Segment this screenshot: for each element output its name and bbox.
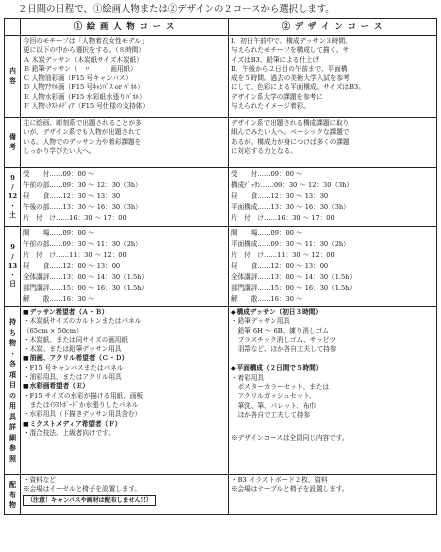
text-line: 9 <box>10 243 15 252</box>
text-line: 片 付 け……11：30 ～ 12：00 <box>23 251 127 259</box>
section-2-heading: ◆ 平面構成（２日間で５時間） <box>231 364 434 373</box>
text-line: あるが、構成力が身につけば多くの課題 <box>231 137 350 146</box>
items-course2 <box>229 307 437 475</box>
text-line: Ｄ 人物ｱｸﾘﾙ画（F15 号ｷｬﾝﾊﾞｽ or ﾊﾟﾈﾙ） <box>23 83 144 92</box>
text-line: 鉛筆 6H ～ 6B、練り消しゴム <box>231 326 329 335</box>
text-line: 照 <box>9 453 16 463</box>
text-line: デザイン系で出題される構成課題に取り <box>231 119 350 127</box>
text-line: 今回のモチーフは「人物着衣女性モデル」 <box>23 37 148 45</box>
section-e-list <box>23 392 226 420</box>
text-line: 解 散……16：30 ～ <box>231 295 303 303</box>
text-line: ・木炭紙サイズのカルトンまたはパネル <box>23 317 142 326</box>
text-line: 備 <box>9 133 16 142</box>
text-line: 開 場……09：00 ～ <box>23 229 95 237</box>
text-line: Ⅱ．午後から２日目の午前まで、平面構 <box>231 64 348 73</box>
text-line: 平面構成……13：30 ～ 16：30（3h） <box>231 203 350 211</box>
text-line: （65cm × 50cm） <box>23 326 83 335</box>
text-line: 項 <box>9 369 16 379</box>
text-line: Ｆ 人物ﾐｸｽﾄﾒﾃﾞｨｱ（F15 号仕様の支持体） <box>23 102 149 111</box>
text-line: 詳 <box>9 422 16 431</box>
text-line: 12 <box>7 192 18 201</box>
text-line: 受 付……09：00 ～ <box>231 170 303 178</box>
text-line: 成を５時間。過去の美術大学入試を参考 <box>231 74 350 83</box>
text-line: 目 <box>9 380 16 389</box>
label-items <box>5 307 21 475</box>
text-line: ※会場はテーブルと椅子を設置します。 <box>231 485 349 494</box>
text-line: にして、色彩による平面構成。サイズはB3。 <box>231 83 365 92</box>
text-line: ・ <box>9 271 16 280</box>
text-line: 全体講評……13：00 ～ 14：30（1.5h） <box>23 273 149 281</box>
text-line: いが、デザイン系でも人物が出題されて <box>23 128 142 137</box>
schedule-table <box>4 18 437 515</box>
label-day1 <box>5 168 21 227</box>
text-line: Ｃ 人物油彩画（F15 号キャンバス） <box>23 74 133 83</box>
text-line: 主に絵画、彫刻系で出題されることが多 <box>23 119 142 127</box>
text-line: 組んでみたい人へ。ベーシックな課題で <box>231 128 350 137</box>
text-line: ・ <box>9 201 16 210</box>
section-2-list <box>231 374 434 420</box>
text-line: 物 <box>9 338 16 347</box>
text-line: 昼 食……12：30 ～ 13：30 <box>231 192 329 200</box>
text-line: 解 散……16：30 ～ <box>23 295 95 303</box>
text-line: プラスチック消しゴム、サッピツ <box>231 335 337 344</box>
text-line: ・資料など <box>23 476 56 484</box>
items-course1 <box>21 307 229 475</box>
text-line: ・F15 号キャンバスまたはパネル <box>23 363 124 372</box>
text-line: Ｅ 人物水彩画（F15 水彩紙水張りﾊﾟﾈﾙ） <box>23 92 146 101</box>
section-e-heading: ■ 水彩画希望者（Ｅ） <box>23 382 226 391</box>
text-line: ※会場はイーゼルと椅子を設置します。 <box>23 485 142 494</box>
text-line: 昼 食……12：00 ～ 13：00 <box>231 262 329 270</box>
text-line: 参 <box>9 443 16 452</box>
text-line: 部門講評……15：00 ～ 16：30（1.5h） <box>231 284 357 292</box>
text-line: 午前の部……09：30 ～ 12：30（3h） <box>23 181 142 189</box>
day1-row <box>5 168 437 227</box>
notes-course1 <box>21 118 229 168</box>
text-line: 全体講評……13：00 ～ 14：30（1.5h） <box>231 273 357 281</box>
text-line: 与えられたモチーフを構成して描く。サ <box>231 46 350 55</box>
text-line: 考 <box>9 142 16 151</box>
text-line: 昼 食……12：30 ～ 13：30 <box>23 192 121 200</box>
text-line: ・F15 サイズの水彩が描ける用紙、画板 <box>23 391 144 400</box>
section-1-heading: ◆ 構成デッサン（初日３時間） <box>231 308 434 317</box>
label-notes <box>5 118 21 168</box>
text-line: 筆洗、筆、パレット、布巾 <box>231 401 317 410</box>
handouts-course2 <box>229 475 437 515</box>
text-line: 物 <box>9 499 16 509</box>
text-line: ・油彩用具、またはアクリル用具 <box>23 373 122 382</box>
text-line: 日 <box>9 280 16 289</box>
text-line: 羽箒など、ほか各自工夫して持参 <box>231 345 337 354</box>
text-line: 具 <box>9 411 16 421</box>
day2-course2 <box>229 227 437 307</box>
text-line: 片 付 け……16：30 ～ 17：00 <box>231 214 335 222</box>
day2-row <box>5 227 437 307</box>
text-line: 受 付……09：00 ～ <box>23 170 95 178</box>
text-line: またはｲﾗｽﾄﾎﾞｰﾄﾞか水張りしたパネル <box>23 400 139 409</box>
text-line: 細 <box>9 432 16 442</box>
text-line: 各 <box>9 359 16 368</box>
text-line: 平面構成……09：30 ～ 11：30（2h） <box>231 240 350 248</box>
text-line: Ａ 木炭デッサン（木炭紙サイズ木炭紙） <box>23 55 143 64</box>
text-line: 用 <box>9 401 16 410</box>
text-line: 昼 食……12：00 ～ 13：00 <box>23 262 121 270</box>
text-line: 与えられたイメージ着彩。 <box>231 102 310 111</box>
text-line: ・混合技法、上級者向けです。 <box>23 428 115 437</box>
text-line: 土 <box>9 210 16 219</box>
header-blank <box>5 19 21 36</box>
text-line: 13 <box>7 261 18 270</box>
course2-header: ② デ ザ イ ン コ ー ス <box>229 19 437 36</box>
section-f-heading: ■ ミクストメディア希望者（Ｆ） <box>23 420 226 429</box>
text-line: ・着彩用具 <box>231 373 264 382</box>
text-line: 午後の部……13：30 ～ 16：30（3h） <box>23 203 142 211</box>
text-line: デザイン系大学の課題を参考に <box>231 92 323 101</box>
text-line: アクリルガッシュセット、 <box>231 392 316 401</box>
notes-course2 <box>229 118 437 168</box>
label-content <box>5 36 21 118</box>
handouts-c1-list <box>23 476 226 495</box>
text-line: 更に以下の中から選択をする。（８時間） <box>23 46 145 55</box>
day1-course1 <box>21 168 229 227</box>
text-line: の <box>9 390 16 400</box>
notes-row <box>5 118 437 168</box>
text-line: / <box>11 183 14 192</box>
text-line: いる。人物でのデッサン力や着彩課題を <box>23 137 142 146</box>
section-f-list <box>23 429 226 438</box>
handouts-row <box>5 475 437 515</box>
text-line: 部門講評……15：00 ～ 16：30（1.5h） <box>23 284 149 292</box>
text-line: ・B3 イラストボード２枚、資料 <box>231 476 328 484</box>
section-cd-list <box>23 364 226 383</box>
text-line: 容 <box>9 76 16 85</box>
section-cd-heading: ■ 油画、アクリル希望者（Ｃ・Ｄ） <box>23 354 226 363</box>
text-line: に対応する力となる。 <box>231 146 297 155</box>
text-line: 布 <box>9 489 16 499</box>
text-line: ポスターカラーセット、または <box>231 383 330 392</box>
design-footer-note: ※デザインコースは全員同じ内容です。 <box>231 434 349 443</box>
section-ab-list <box>23 317 226 354</box>
text-line: ・ <box>9 348 16 358</box>
day2-course1 <box>21 227 229 307</box>
text-line: 持 <box>9 317 16 326</box>
text-line: 午前の部……09：30 ～ 11：30（2h） <box>23 240 142 248</box>
text-line: ほか各自で工夫して持参 <box>231 410 311 419</box>
section-1-list <box>231 317 434 354</box>
text-line: しっかり学びたい人へ。 <box>23 146 96 155</box>
text-line: 9 <box>10 173 15 182</box>
text-line: Ｂ 鉛筆デッサン（ 〃 画用紙） <box>23 64 137 73</box>
header-row <box>5 19 437 36</box>
text-line: Ⅰ．初日午前中で、構成デッサン３時間。 <box>231 37 352 45</box>
text-line: ち <box>9 327 16 337</box>
label-handouts <box>5 475 21 515</box>
text-line: 片 付 け……16：30 ～ 17：00 <box>23 214 127 222</box>
text-line: 構成ﾃﾞｯｻﾝ……09：30 ～ 12：30（3h） <box>231 181 354 189</box>
intro-text: ２日間の日程で、①絵画人物または②デザインの２コースから選択します。 <box>18 4 335 15</box>
text-line: ・鉛筆デッサン用具 <box>231 317 290 326</box>
text-line: イズはB3、鉛筆による仕上げ <box>231 55 320 64</box>
content-course1 <box>21 36 229 118</box>
text-line: 片 付 け……11：30 ～ 12：00 <box>231 251 335 259</box>
content-course2 <box>229 36 437 118</box>
label-day2 <box>5 227 21 307</box>
handouts-course1 <box>21 475 229 515</box>
items-row <box>5 307 437 475</box>
text-line: 開 場……09：00 ～ <box>231 229 303 237</box>
content-row <box>5 36 437 118</box>
canvas-warning-note: （注意！キャンバスや画材は配布しません!!） <box>23 495 156 506</box>
section-ab-heading: ■ デッサン希望者（Ａ・Ｂ） <box>23 308 226 317</box>
text-line: / <box>11 252 14 261</box>
text-line: ・木炭、または鉛筆デッサン用具 <box>23 345 122 354</box>
text-line: ・水彩用具（下描きデッサン用具含む） <box>23 410 142 419</box>
text-line: 内 <box>9 67 16 76</box>
text-line: ・木炭紙、または同サイズの画用紙 <box>23 335 128 344</box>
day1-course2 <box>229 168 437 227</box>
text-line: 配 <box>9 479 16 489</box>
course1-header: ① 絵 画 人 物 コ ー ス <box>21 19 229 36</box>
